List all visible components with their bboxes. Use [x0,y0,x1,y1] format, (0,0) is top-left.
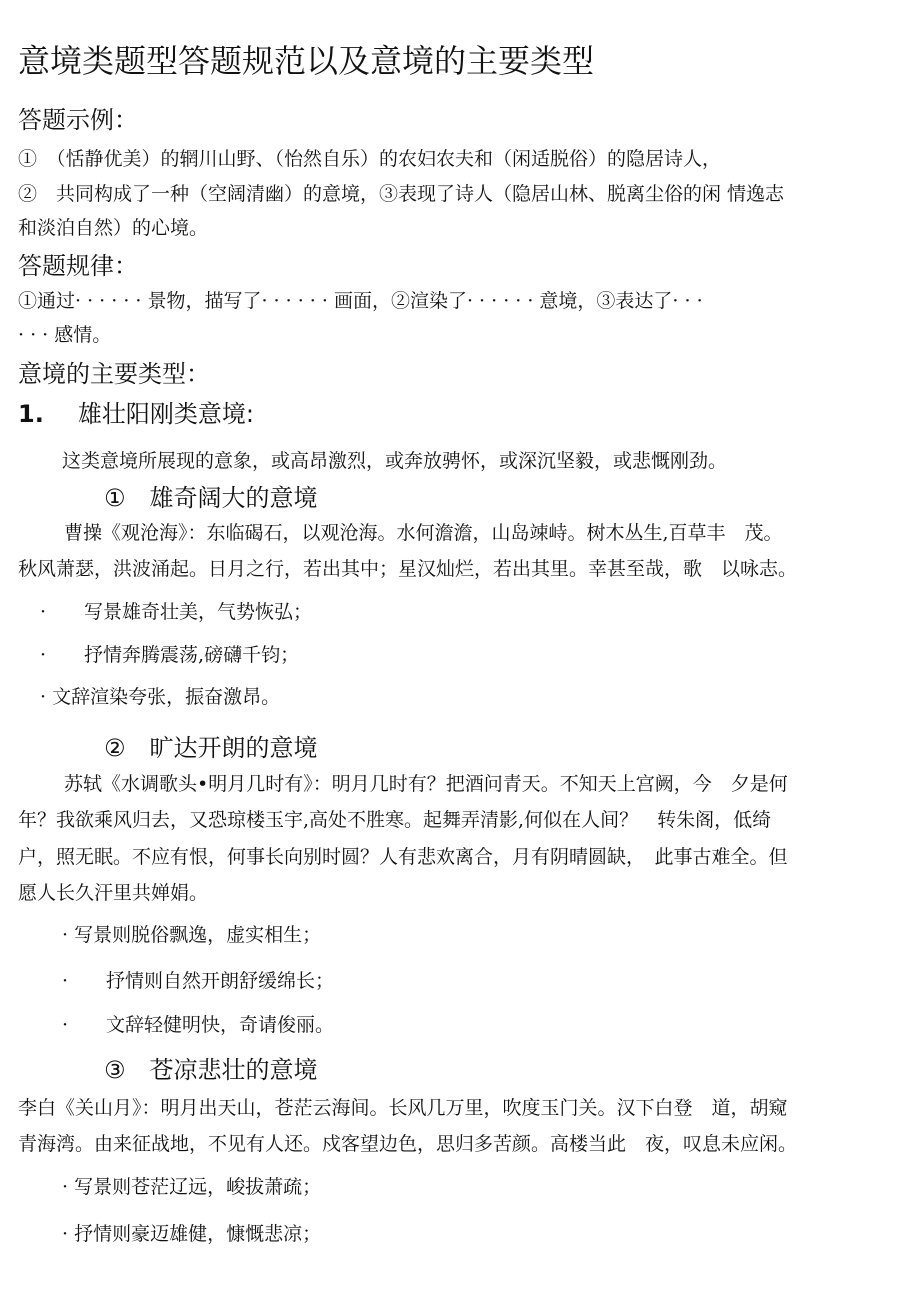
answer-rules-heading: 答题规律： [18,252,138,280]
poem-line: 苏轼《水调歌头•明月几时有》：明月几时有？把酒问青天。不知天上宫阙，今 夕是何 [64,773,788,795]
poem-line: 秋风萧瑟，洪波涌起。日月之行，若出其中；星汉灿烂，若出其里。幸甚至哉，歌 以咏志。 [18,558,798,580]
poem-line: 愿人长久汗里共婵娟。 [18,882,209,904]
section-colon: : [245,400,254,428]
answer-example-line: ① （恬静优美）的辋川山野、（怡然自乐）的农妇农夫和（闲适脱俗）的隐居诗人， [18,148,722,170]
main-types-heading: 意境的主要类型： [18,360,210,388]
section-1-heading [18,394,254,429]
section-intro: 这类意境所展现的意象，或高昂激烈，或奔放骋怀，或深沉坚毅，或悲慨刚劲。 [62,450,728,472]
document-title: 意境类题型答题规范以及意境的主要类型 [18,42,595,80]
subsection-1-heading: ① 雄奇阔大的意境 [104,484,318,512]
answer-rules-line: · · · 感情。 [18,324,112,346]
answer-rules-line: ①通过· · · · · · 景物，描写了· · · · · · 画面，②渲染了· · · · · · 意境，③表达了· · · [18,290,703,312]
poem-line: 年？我欲乘风归去，又恐琼楼玉宇,高处不胜寒。起舞弄清影,何似在人间？ 转朱阁，低绮 [18,809,772,831]
bullet-item: · 抒情则豪迈雄健，慷慨悲凉； [62,1223,322,1245]
poem-line: 户，照无眠。不应有恨，何事长向别时圆？人有悲欢离合，月有阴晴圆缺， 此事古难全。但 [18,846,788,868]
bullet-item: · 抒情则自然开朗舒缓绵长； [62,970,335,992]
bullet-item: · 写景雄奇壮美，气势恢弘； [40,601,313,623]
bullet-item: · 文辞轻健明快，奇请俊丽。 [62,1014,335,1036]
section-title: 雄壮阳刚类意境 [77,400,246,428]
section-number: 1. [18,400,44,428]
answer-example-line: ② 共同构成了一种（空阔清幽）的意境，③表现了诗人（隐居山林、脱离尘俗的闲 情逸志 [18,183,785,205]
subsection-2-heading: ② 旷达开朗的意境 [104,734,318,762]
bullet-item: · 写景则脱俗飘逸，虚实相生； [62,924,322,946]
answer-example-line: 和淡泊自然）的心境。 [18,217,209,239]
bullet-item: · 写景则苍茫辽远，峻拔萧疏； [62,1176,322,1198]
poem-line: 曹操《观沧海》：东临碣石，以观沧海。水何澹澹，山岛竦峙。树木丛生,百草丰 茂。 [64,522,783,544]
bullet-item: · 抒情奔腾震荡,磅礴千钧； [40,644,300,666]
answer-example-heading: 答题示例： [18,106,138,134]
subsection-3-heading: ③ 苍凉悲壮的意境 [104,1056,318,1084]
poem-line: 青海湾。由来征战地，不见有人还。戍客望边色，思归多苦颜。高楼当此 夜，叹息未应闲。 [18,1133,798,1155]
poem-line: 李白《关山月》：明月出天山，苍茫云海间。长风几万里，吹度玉门关。汉下白登 道，胡窥 [18,1097,788,1119]
bullet-item: · 文辞渲染夸张，振奋激昂。 [40,686,281,708]
